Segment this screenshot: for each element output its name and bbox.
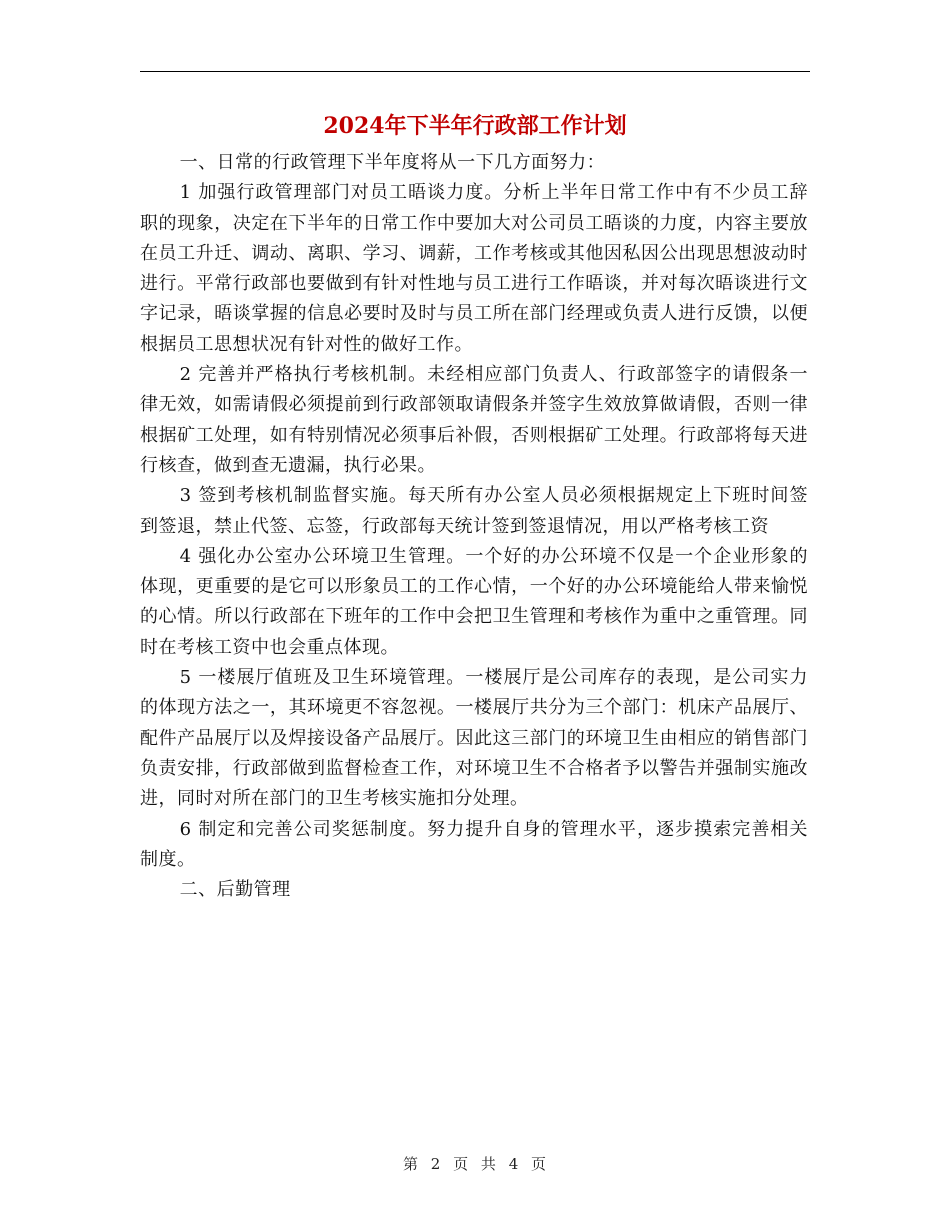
paragraph-item-3: 3 签到考核机制监督实施。每天所有办公室人员必须根据规定上下班时间签到签退，禁止代签、忘签，行政部每天统计签到签退情况，用以严格考核工资 (140, 485, 808, 537)
footer-total-pages: 4 (508, 1155, 520, 1173)
footer-total-unit: 页 (531, 1155, 548, 1173)
page-footer (0, 1153, 950, 1174)
header-rule (140, 71, 810, 72)
paragraph-section-heading-1: 一、日常的行政管理下半年度将从一下几方面努力： (179, 152, 606, 173)
footer-page-unit: 页 (453, 1155, 470, 1173)
paragraph-item-1: 1 加强行政管理部门对员工晤谈力度。分析上半年日常工作中有不少员工辞职的现象，决定在下半年的日常工作中要加大对公司员工晤谈的力度，内容主要放在员工升迁、调动、离职、学习、调薪，工作考核或其他因私因公出现思想波动时进行。平常行政部也要做到有针对性地与员工进行工作晤谈，并对每次晤谈进行文字记录，晤谈掌握的信息必要时及时与员工所在部门经理或负责人进行反馈，以便根据员工思想状况有针对性的做好工作。 (140, 182, 808, 355)
paragraph-item-2: 2 完善并严格执行考核机制。未经相应部门负责人、行政部签字的请假条一律无效，如需请假必须提前到行政部领取请假条并签字生效放算做请假，否则一律根据矿工处理，如有特别情况必须事后补假，否则根据矿工处理。行政部将每天进行核查，做到查无遗漏，执行必果。 (140, 364, 808, 476)
footer-prefix: 第 (402, 1155, 419, 1173)
paragraph-item-4: 4 强化办公室办公环境卫生管理。一个好的办公环境不仅是一个企业形象的体现，更重要的是它可以形象员工的工作心情，一个好的办公环境能给人带来愉悦的心情。所以行政部在下班年的工作中会把卫生管理和考核作为重中之重管理。同时在考核工资中也会重点体现。 (140, 545, 808, 658)
paragraph-item-5: 5 一楼展厅值班及卫生环境管理。一楼展厅是公司库存的表现，是公司实力的体现方法之一，其环境更不容忽视。一楼展厅共分为三个部门：机床产品展厅、配件产品展厅以及焊接设备产品展厅。因此这三部门的环境卫生由相应的销售部门负责安排，行政部做到监督检查工作，对环境卫生不合格者予以警告并强制实施改进，同时对所在部门的卫生考核实施扣分处理。 (140, 667, 808, 810)
footer-page-number: 2 (430, 1155, 442, 1173)
paragraph-item-6: 6 制定和完善公司奖惩制度。努力提升自身的管理水平，逐步摸索完善相关制度。 (140, 818, 808, 870)
document-body (140, 148, 808, 905)
footer-total-prefix: 共 (480, 1155, 497, 1173)
document-title: 2024年下半年行政部工作计划 (323, 113, 627, 139)
paragraph-section-heading-2: 二、后勤管理 (179, 879, 291, 901)
